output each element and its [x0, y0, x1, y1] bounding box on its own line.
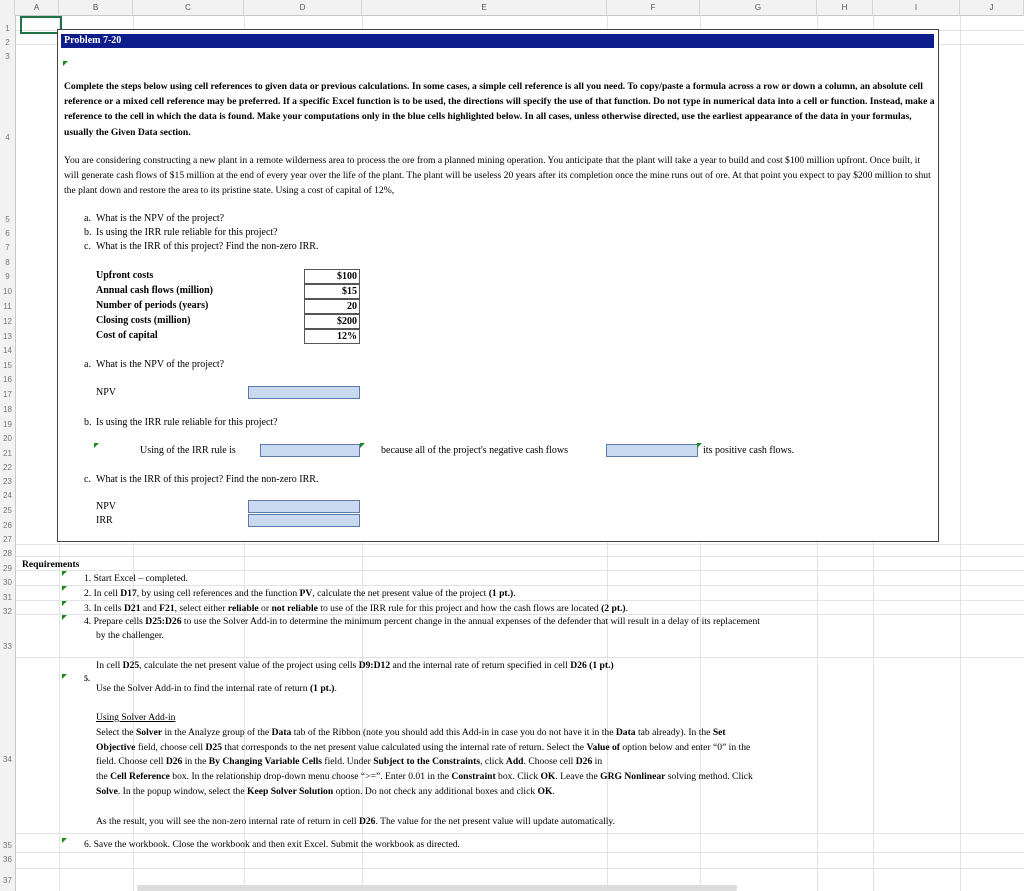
- comment-marker: [94, 443, 99, 448]
- grid-line: [16, 833, 1024, 834]
- row-header[interactable]: 10: [3, 287, 12, 296]
- requirements-heading: Requirements: [22, 559, 80, 570]
- solver-line-2: Objective field, choose cell D25 that corresponds to the net present value calculated using the internal rate of return. Select the Value of option below and enter “0” in the: [96, 742, 751, 753]
- column-header-a[interactable]: A: [15, 0, 59, 15]
- row-header[interactable]: 24: [3, 491, 12, 500]
- row-header[interactable]: 27: [3, 535, 12, 544]
- part-c-letter: c.: [84, 474, 91, 485]
- row-header[interactable]: 35: [3, 841, 12, 850]
- requirement-2: 2. In cell D17, by using cell references and the function PV, calculate the net present value of the project (1 pt.).: [84, 588, 516, 599]
- row-header[interactable]: 32: [3, 607, 12, 616]
- column-header-i[interactable]: I: [873, 0, 960, 15]
- row-header[interactable]: 3: [5, 52, 10, 61]
- question-text: What is the IRR of this project? Find the non-zero IRR.: [96, 241, 319, 252]
- row-header[interactable]: 1: [5, 24, 10, 33]
- row-header[interactable]: 11: [3, 302, 12, 311]
- given-label: Closing costs (million): [96, 315, 191, 326]
- column-header-c[interactable]: C: [133, 0, 244, 15]
- requirement-4-detail: In cell D25, calculate the net present value of the project using cells D9:D12 and the internal rate of return specified in cell D26 (1 pt.): [96, 660, 614, 671]
- column-header-b[interactable]: B: [59, 0, 133, 15]
- row-header[interactable]: 6: [5, 229, 10, 238]
- solver-line-1: Select the Solver in the Analyze group of the Data tab of the Ribbon (note you should add this Add-in in case you do not have it in the Data tab already). In the Set: [96, 727, 726, 738]
- row-header[interactable]: 33: [3, 642, 12, 651]
- irr-rule-text: Using of the IRR rule is: [140, 445, 236, 456]
- row-header[interactable]: 26: [3, 521, 12, 530]
- requirement-3: 3. In cells D21 and F21, select either reliable or not reliable to use of the IRR rule for this project and how the cash flows are located (2 pt.).: [84, 603, 629, 614]
- comment-marker: [697, 443, 702, 448]
- cash-flow-text: because all of the project's negative cash flows: [381, 445, 569, 456]
- problem-title: Problem 7-20: [61, 34, 934, 48]
- grid-line: [16, 868, 1024, 869]
- row-header[interactable]: 28: [3, 549, 12, 558]
- comment-marker: [62, 601, 67, 606]
- solver-line-5: Solve. In the popup window, select the Keep Solver Solution option. Do not check any additional boxes and click OK.: [96, 786, 555, 797]
- column-header-e[interactable]: E: [362, 0, 607, 15]
- column-header-j[interactable]: J: [960, 0, 1024, 15]
- requirement-6: 6. Save the workbook. Close the workbook and then exit Excel. Submit the workbook as directed.: [84, 839, 460, 850]
- scenario-text: You are considering constructing a new plant in a remote wilderness area to process the ore from a planned mining operation. You anticipate that the plant will take a year to build and cost $100 million upfront. Once built, it will generate cash flows of $15 million at the end of every year over the life of the plant. The plant will be useless 20 years after its completion once the mine runs out of ore. At that point you expect to pay $200 million to shut the plant down and restore the area to its pristine state. Using a cost of capital of 12%,: [64, 155, 931, 197]
- part-c-question: What is the IRR of this project? Find the non-zero IRR.: [96, 474, 319, 485]
- row-header[interactable]: 5: [5, 215, 10, 224]
- column-header-g[interactable]: G: [700, 0, 817, 15]
- row-header[interactable]: 15: [3, 361, 12, 370]
- grid-line: [960, 16, 961, 891]
- solver-line-3: field. Choose cell D26 in the By Changing Variable Cells field. Under Subject to the Constraints, click Add. Choose cell D26 in: [96, 756, 603, 767]
- row-header[interactable]: 22: [3, 463, 12, 472]
- given-value[interactable]: $100: [304, 269, 360, 284]
- row-header[interactable]: 12: [3, 317, 12, 326]
- question-text: Is using the IRR rule reliable for this project?: [96, 227, 278, 238]
- positive-cash-flows-text: its positive cash flows.: [703, 445, 795, 456]
- row-header[interactable]: 16: [3, 375, 12, 384]
- row-header[interactable]: 36: [3, 855, 12, 864]
- given-label: Upfront costs: [96, 270, 154, 281]
- question-text: What is the NPV of the project?: [96, 213, 225, 224]
- cash-flow-position-dropdown[interactable]: [606, 444, 698, 457]
- given-label: Number of periods (years): [96, 300, 209, 311]
- given-value[interactable]: 12%: [304, 329, 360, 344]
- instructions-text: Complete the steps below using cell references to given data or previous calculations. In some cases, a simple cell reference is all you need. To copy/paste a formula across a row or down a column, an absolute cell reference or a mixed cell reference may be preferred. If a specific Excel function is to be used, the directions will specify the use of that function. Do not type in numerical data into a cell or function. Instead, make a reference to the cell in which the data is found. Make your computations only in the blue cells highlighted below. In all cases, unless otherwise directed, use the earliest appearance of the data in your formulas, usually the Given Data section.: [64, 81, 935, 138]
- requirement-4-cont: by the challenger.: [96, 630, 164, 641]
- select-all-corner[interactable]: [0, 0, 15, 15]
- solver-title: Using Solver Add-in: [96, 712, 176, 723]
- part-b-question: Is using the IRR rule reliable for this project?: [96, 417, 278, 428]
- grid-line: [16, 544, 1024, 545]
- column-header-d[interactable]: D: [244, 0, 362, 15]
- row-header-bar: [0, 15, 16, 891]
- irr-reliable-dropdown[interactable]: [260, 444, 360, 457]
- row-header[interactable]: 20: [3, 434, 12, 443]
- requirement-1: 1. Start Excel – completed.: [84, 573, 188, 584]
- comment-marker: [62, 586, 67, 591]
- row-header[interactable]: 25: [3, 506, 12, 515]
- given-value[interactable]: $200: [304, 314, 360, 329]
- row-header[interactable]: 34: [3, 755, 12, 764]
- question-letter: a.: [84, 213, 91, 224]
- given-label: Cost of capital: [96, 330, 158, 341]
- row-header[interactable]: 9: [5, 272, 10, 281]
- question-letter: b.: [84, 227, 92, 238]
- npv-input-cell[interactable]: [248, 386, 360, 399]
- given-value[interactable]: $15: [304, 284, 360, 299]
- row-header[interactable]: 31: [3, 593, 12, 602]
- row-header[interactable]: 29: [3, 564, 12, 573]
- row-header[interactable]: 2: [5, 38, 10, 47]
- irr-input-cell[interactable]: [248, 514, 360, 527]
- row-header[interactable]: 18: [3, 405, 12, 414]
- horizontal-scrollbar[interactable]: [137, 885, 737, 891]
- row-header[interactable]: 4: [5, 133, 10, 142]
- row-header[interactable]: 13: [3, 332, 12, 341]
- npv-label-c: NPV: [96, 501, 117, 512]
- grid-line: [16, 657, 1024, 658]
- row-header[interactable]: 17: [3, 390, 12, 399]
- column-header-f[interactable]: F: [607, 0, 700, 15]
- requirement-5: Use the Solver Add-in to find the internal rate of return (1 pt.).: [96, 683, 337, 694]
- comment-marker: [62, 674, 67, 679]
- given-label: Annual cash flows (million): [96, 285, 213, 296]
- row-header[interactable]: 8: [5, 258, 10, 267]
- column-header-bar: [0, 0, 1024, 16]
- grid-line: [16, 570, 1024, 571]
- requirement-4: 4. Prepare cells D25:D26 to use the Solver Add-in to determine the minimum percent change in the annual expenses of the defender that will result in a delay of its replacement: [84, 616, 760, 627]
- solver-result: As the result, you will see the non-zero internal rate of return in cell D26. The value for the net present value will update automatically.: [96, 816, 615, 827]
- row-header[interactable]: 7: [5, 243, 10, 252]
- row-header[interactable]: 23: [3, 477, 12, 486]
- comment-marker: [63, 61, 68, 66]
- given-value[interactable]: 20: [304, 299, 360, 314]
- row-header[interactable]: 30: [3, 578, 12, 587]
- grid-line: [16, 556, 1024, 557]
- npv-label: NPV: [96, 387, 117, 398]
- part-a-letter: a.: [84, 359, 91, 370]
- npv-solver-input-cell[interactable]: [248, 500, 360, 513]
- comment-marker: [62, 571, 67, 576]
- part-a-question: What is the NPV of the project?: [96, 359, 225, 370]
- comment-marker: [62, 615, 67, 620]
- solver-line-4: the Cell Reference box. In the relationship drop-down menu choose “>=”. Enter 0.01 in the Constraint box. Click OK. Leave the GRG Nonlinear solving method. Click: [96, 771, 753, 782]
- part-b-letter: b.: [84, 417, 92, 428]
- row-header[interactable]: 37: [3, 876, 12, 885]
- irr-label: IRR: [96, 515, 113, 526]
- question-letter: c.: [84, 241, 91, 252]
- active-cell-selection[interactable]: [20, 16, 62, 34]
- column-header-h[interactable]: H: [817, 0, 873, 15]
- requirement-5-number: 5.: [84, 674, 90, 683]
- row-header[interactable]: 14: [3, 346, 12, 355]
- comment-marker: [360, 443, 365, 448]
- row-header[interactable]: 19: [3, 420, 12, 429]
- row-header[interactable]: 21: [3, 449, 12, 458]
- comment-marker: [62, 838, 67, 843]
